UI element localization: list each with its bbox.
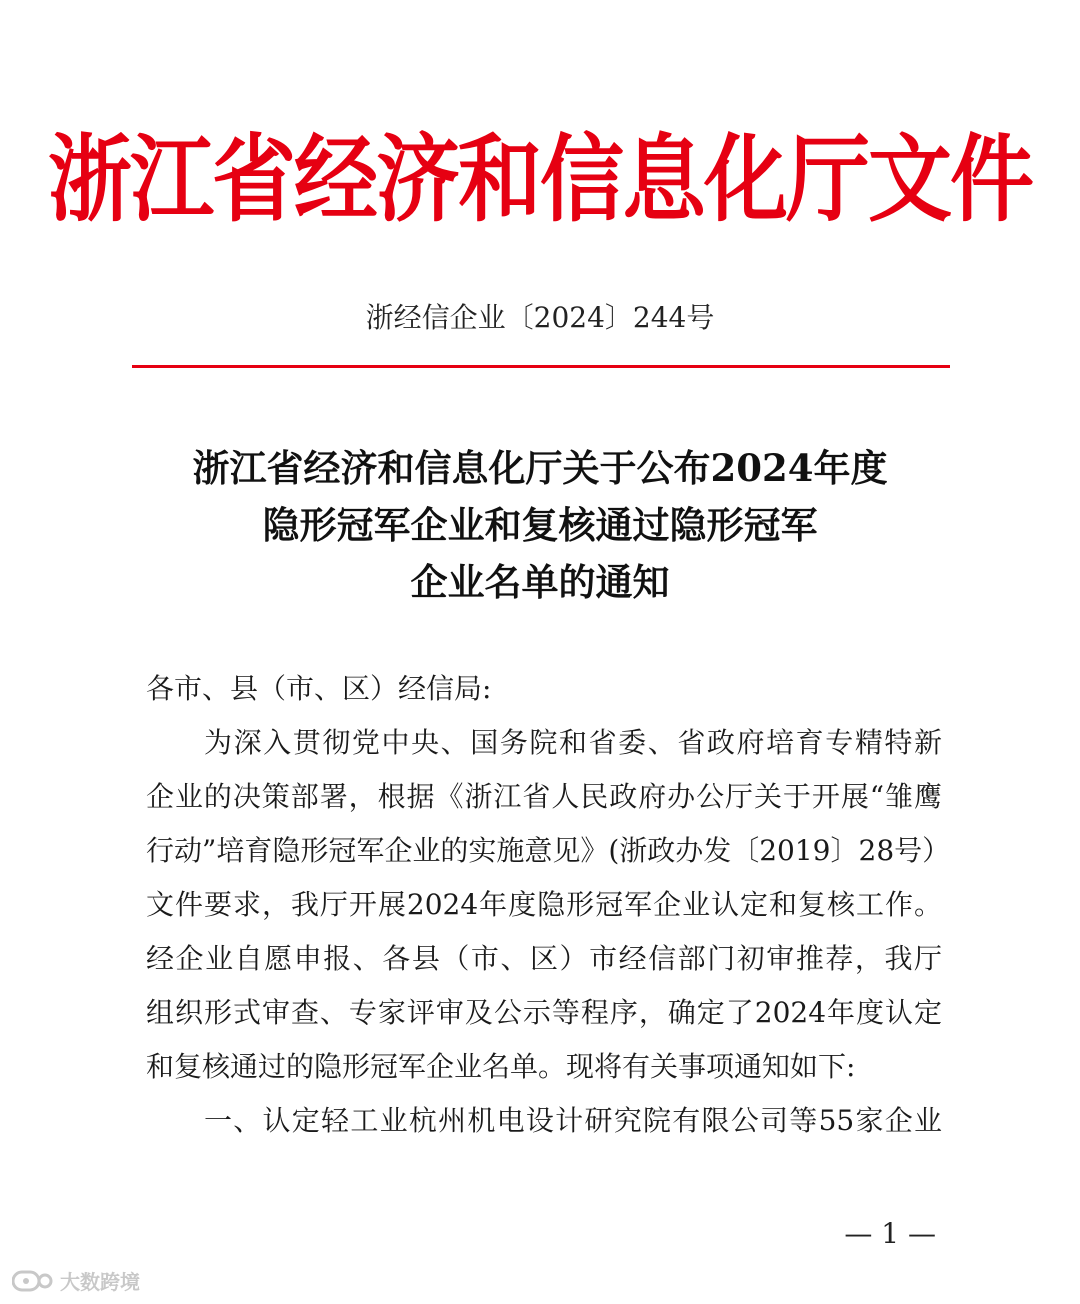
watermark	[12, 1266, 140, 1295]
body-line-7: 和复核通过的隐形冠军企业名单。现将有关事项通知如下:	[146, 1050, 856, 1083]
document-body	[146, 662, 951, 1148]
item-one-line: 一、认定轻工业杭州机电设计研究院有限公司等55家企业	[204, 1104, 942, 1137]
body-line-3: 行动”培育隐形冠军企业的实施意见》(浙政办发〔2019〕28号）	[146, 834, 951, 867]
masthead-title: 浙江省经济和信息化厅文件	[47, 124, 1032, 235]
body-line-5: 经企业自愿申报、各县（市、区）市经信部门初审推荐，我厅	[146, 942, 942, 975]
document-title	[0, 440, 1080, 611]
body-line-4: 文件要求，我厅开展2024年度隐形冠军企业认定和复核工作。	[146, 888, 942, 921]
title-line-2: 隐形冠军企业和复核通过隐形冠军	[262, 503, 818, 547]
title-line-3: 企业名单的通知	[410, 560, 670, 604]
body-line-2: 企业的决策部署，根据《浙江省人民政府办公厅关于开展“雏鹰	[146, 780, 942, 813]
document-number: 浙经信企业〔2024〕244号	[365, 301, 715, 334]
body-line-6: 组织形式审查、专家评审及公示等程序，确定了2024年度认定	[146, 996, 942, 1029]
watermark-text: 大数跨境	[60, 1270, 140, 1294]
title-line-1: 浙江省经济和信息化厅关于公布2024年度	[192, 446, 888, 490]
watermark-logo-icon	[12, 1269, 54, 1293]
page-number: — 1 —	[844, 1217, 936, 1250]
body-line-1: 为深入贯彻党中央、国务院和省委、省政府培育专精特新	[204, 726, 942, 759]
red-divider-line	[132, 365, 950, 368]
salutation: 各市、县（市、区）经信局:	[146, 672, 492, 705]
